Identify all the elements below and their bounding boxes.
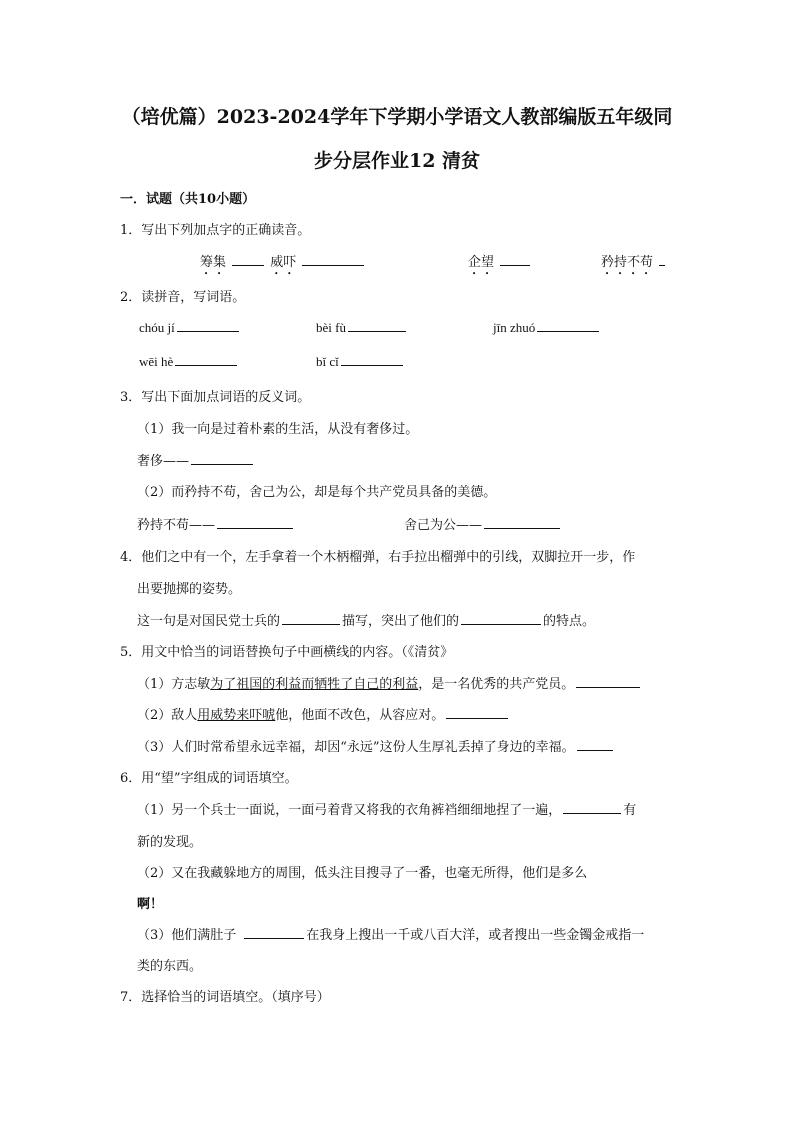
q3-blank-3[interactable]: [484, 516, 560, 529]
q2-blank-3[interactable]: [537, 319, 599, 332]
q1-word-2: 威吓: [270, 255, 297, 270]
q1-item-4: [601, 251, 667, 278]
q3-blank-2[interactable]: [217, 516, 293, 529]
q3-sentence-1: （1）我一向是过着朴素的生活，从没有奢侈过。: [137, 422, 419, 437]
q5-blank-1[interactable]: [576, 675, 640, 688]
q2-pinyin-5: bǐ cǐ: [316, 354, 339, 369]
q4-line-2: 出要抛掷的姿势。: [137, 582, 242, 597]
title-line-2: 步分层作业12 清贫: [313, 150, 481, 172]
q5-s3-text: （3）人们时常希望永远幸福，却因“永远”这份人生厚礼丢掉了身边的幸福。: [137, 740, 575, 755]
q1-blank-2[interactable]: [302, 253, 364, 266]
q5-sentence-2: [137, 704, 510, 723]
q2-pinyin-4: wēi hè: [139, 354, 174, 369]
q4-line-1: 4．他们之中有一个，左手拿着一个木柄榴弹，右手拉出榴弹中的引线，双脚拉开一步，作: [120, 550, 636, 565]
q2-pinyin-2: bèi fù: [316, 320, 346, 335]
q3-answer-1-label: 奢侈——: [137, 454, 190, 469]
q6-blank-3[interactable]: [244, 926, 304, 939]
q3-answer-2-label: 矜持不苟——: [137, 518, 216, 533]
q1-blank-3[interactable]: [500, 253, 530, 266]
q4-line-3: [137, 610, 595, 629]
q3-stem: 3．写出下面加点词语的反义词。: [120, 390, 311, 405]
q5-s2-prefix: （2）敌人: [137, 708, 198, 723]
q2-stem: 2．读拼音，写词语。: [120, 290, 246, 305]
q3-blank-1[interactable]: [191, 452, 253, 465]
q3-answer-3: [404, 514, 562, 533]
section-heading: 一．试题（共10小题）: [120, 192, 256, 207]
q5-s1-underlined: 为了祖国的利益而牺牲了自己的利益: [210, 677, 419, 692]
q6-sentence-3-cont: 类的东西。: [137, 959, 203, 974]
q6-sentence-1: [137, 799, 636, 818]
q1-word-1: 筹集: [200, 255, 227, 270]
q6-s1-text: （1）另一个兵士一面说，一面弓着背又将我的衣角裤裆细细地捏了一遍，: [137, 803, 562, 818]
q2-blank-2[interactable]: [348, 319, 406, 332]
q2-blank-4[interactable]: [175, 353, 237, 366]
title-line-1: （培优篇）2023-2024学年下学期小学语文人教部编版五年级同: [121, 106, 673, 128]
q2-blank-5[interactable]: [341, 353, 403, 366]
q5-s2-suffix: 他，他面不改色，从容应对。: [275, 708, 445, 723]
q6-stem: 6．用“望”字组成的词语填空。: [120, 771, 298, 786]
q3-sentence-2: （2）而矜持不苟，舍己为公，却是每个共产党员具备的美德。: [137, 485, 497, 500]
q2-pinyin-3: jīn zhuó: [493, 320, 536, 335]
q3-answer-3-label: 舍己为公——: [404, 518, 483, 533]
q6-sentence-2: （2）又在我藏躲地方的周围，低头注目搜寻了一番，也毫无所得，他们是多么: [137, 866, 588, 881]
q3-answer-2: [137, 514, 295, 533]
q5-s1-suffix: ，是一名优秀的共产党员。: [418, 677, 575, 692]
q4-text-c: 的特点。: [543, 614, 596, 629]
q4-blank-1[interactable]: [282, 612, 340, 625]
q2-item-3: [493, 319, 601, 336]
q5-sentence-3: [137, 736, 615, 755]
q5-blank-3[interactable]: [577, 738, 613, 751]
q1-stem: 1．写出下列加点字的正确读音。: [120, 223, 311, 238]
q5-blank-2[interactable]: [446, 706, 508, 719]
q6-s3-prefix: （3）他们满肚子: [137, 928, 237, 943]
q6-sentence-1-cont: 新的发现。: [137, 835, 203, 850]
q4-text-a: 这一句是对国民党士兵的: [137, 614, 281, 629]
q2-item-5: [316, 353, 405, 370]
q1-word-4: 矜持不苟: [601, 255, 654, 270]
q6-sentence-2-cont: [137, 893, 163, 912]
q5-s1-prefix: （1）方志敏: [137, 677, 211, 692]
q4-blank-2[interactable]: [461, 612, 541, 625]
q5-s2-underlined: 用威势来吓唬: [197, 708, 276, 723]
q1-item-1: [200, 251, 366, 278]
q2-item-1: [139, 319, 241, 336]
q1-blank-1[interactable]: [232, 253, 264, 266]
q1-item-3: [468, 251, 532, 278]
q6-s3-text: 在我身上搜出一千或八百大洋，或者搜出一些金镯金戒指一: [306, 928, 645, 943]
q5-sentence-1: [137, 673, 642, 692]
q5-stem: 5．用文中恰当的词语替换句子中画横线的内容。（《清贫》: [120, 645, 454, 660]
q6-sentence-3: [137, 924, 644, 943]
q3-answer-1: [137, 450, 255, 469]
q2-item-2: [316, 319, 408, 336]
q6-s2-tail: 啊！: [137, 897, 164, 912]
q2-blank-1[interactable]: [177, 319, 239, 332]
q2-pinyin-1: chóu jí: [139, 320, 175, 335]
q6-s1-tail: 有: [623, 803, 637, 818]
q1-blank-4[interactable]: [659, 253, 665, 266]
q6-blank-1[interactable]: [563, 801, 621, 814]
q1-word-3: 企望: [468, 255, 495, 270]
q2-item-4: [139, 353, 239, 370]
q4-text-b: 描写，突出了他们的: [342, 614, 460, 629]
q7-stem: 7．选择恰当的词语填空。（填序号）: [120, 990, 330, 1005]
